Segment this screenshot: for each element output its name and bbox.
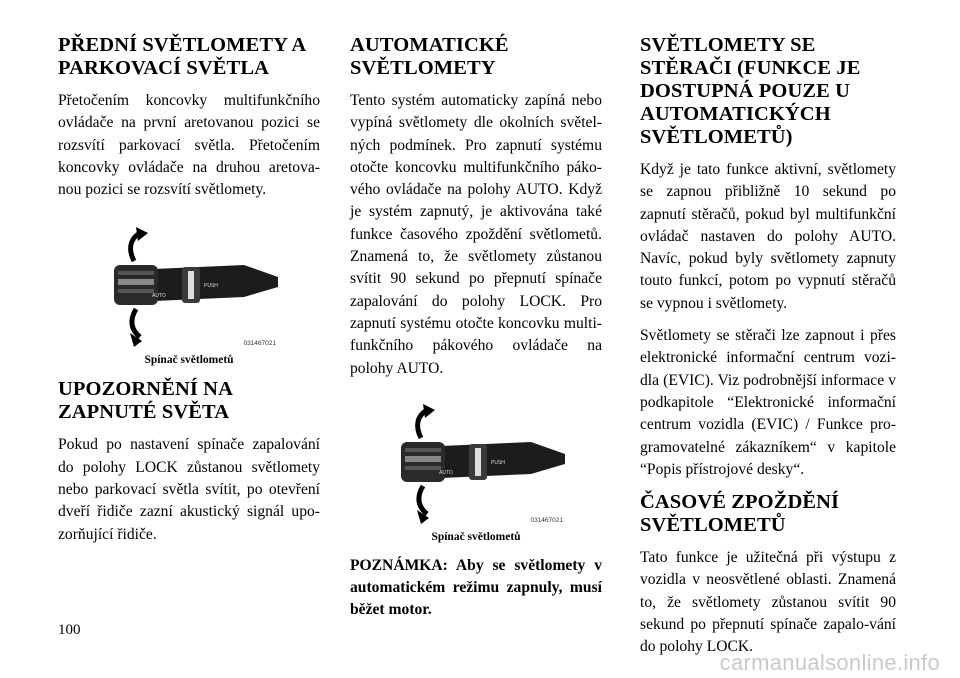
heading-time-delay: ČASOVÉ ZPOŽDĚNÍ SVĚTLOMETŮ [640, 491, 840, 537]
column-2 [350, 34, 602, 622]
push-label: PUSH [204, 283, 218, 290]
figure-code: 031467021 [243, 340, 276, 348]
para-time-delay: Tato funkce je užitečná při výstupu z vozidla v neosvětlené oblasti. Znamená to, že světlomety zůstanou svítit 90 sekund po přepnutí spínače zapalo-vání do polohy LOCK. [640, 549, 896, 656]
para-headlights-parking: Přetočením koncovky multifunkčního ovládače na první aretovanou pozici se rozsvítí parkovací světla. Přetočením koncovky ovládače na druhou aretova-nou pozici se rozsvítí světlomety. [58, 92, 320, 199]
auto-label: AUTO [439, 469, 453, 476]
column-1 [58, 34, 320, 556]
heading-auto-headlights: AUTOMATICKÉ SVĚTLOMETY [350, 34, 509, 79]
page-number: 100 [58, 622, 81, 638]
para-wiper-headlights: Když je tato funkce aktivní, světlomety se zapnou přibližně 10 sekund po zapnutí stěračů, pokud byl multifunkční ovládač nastaven do polohy AUTO. Navíc, pokud byly světlomety zapnuty touto funkcí, potom po vypnutí stěračů se vypnou i světlomety. [640, 161, 896, 312]
watermark: carmanualsonline.info [719, 650, 940, 675]
figure-code: 031467021 [530, 516, 563, 524]
note-engine-running: POZNÁMKA: Aby se světlomety v automatickém režimu zapnuly, musí běžet motor. [350, 556, 602, 619]
heading-lights-warning: UPOZORNĚNÍ NA ZAPNUTÉ SVĚTA [58, 378, 232, 424]
heading-headlights-parking: PŘEDNÍ SVĚTLOMETY A PARKOVACÍ SVĚTLA [58, 34, 306, 79]
figure-caption: Spínač světlometů [431, 530, 521, 543]
auto-label: AUTO [152, 293, 166, 300]
lever-illustration [94, 221, 284, 351]
column-3 [640, 34, 896, 669]
para-auto-headlights: Tento systém automaticky zapíná nebo vypíná světlomety dle okolních světel-ných podmínek. Pro zapnutí systému otočte koncovku multifunkčního páko-vého ovládače na polohy AUTO. Když je systém zapnutý, je aktivována také funkce časového zpoždění světlometů. Znamená to, že světlomety zůstanou svítit 90 sekund po přepnutí spínače zapalování do polohy LOCK. Pro zapnutí systému otočte koncovku multi-funkčního pákového ovládače na polohy AUTO. [350, 92, 602, 377]
heading-wiper-headlights: SVĚTLOMETY SE STĚRAČI (FUNKCE JE DOSTUPNÁ POUZE U AUTOMATICKÝCH SVĚTLOMETŮ) [640, 34, 861, 148]
lever-illustration [381, 398, 571, 528]
headlight-switch-figure-2 [381, 398, 571, 528]
para-evic: Světlomety se stěrači lze zapnout i přes elektronické informační centrum vozi-dla (EVIC). Viz podrobnější informace v podkapitole “Elektronické informační centrum vozidla (EVIC) / Funkce pro-gramovatelné zákazníkem“ v kapitole “Popis přístrojové desky“. [640, 327, 896, 478]
figure-caption: Spínač světlometů [144, 354, 234, 367]
push-label: PUSH [491, 459, 505, 466]
headlight-switch-figure-1 [94, 221, 284, 351]
para-lights-warning: Pokud po nastavení spínače zapalování do polohy LOCK zůstanou světlomety nebo parkovací světla svítit, po otevření dveří řidiče zazní akustický signál upo-zorňující řidiče. [58, 436, 320, 543]
